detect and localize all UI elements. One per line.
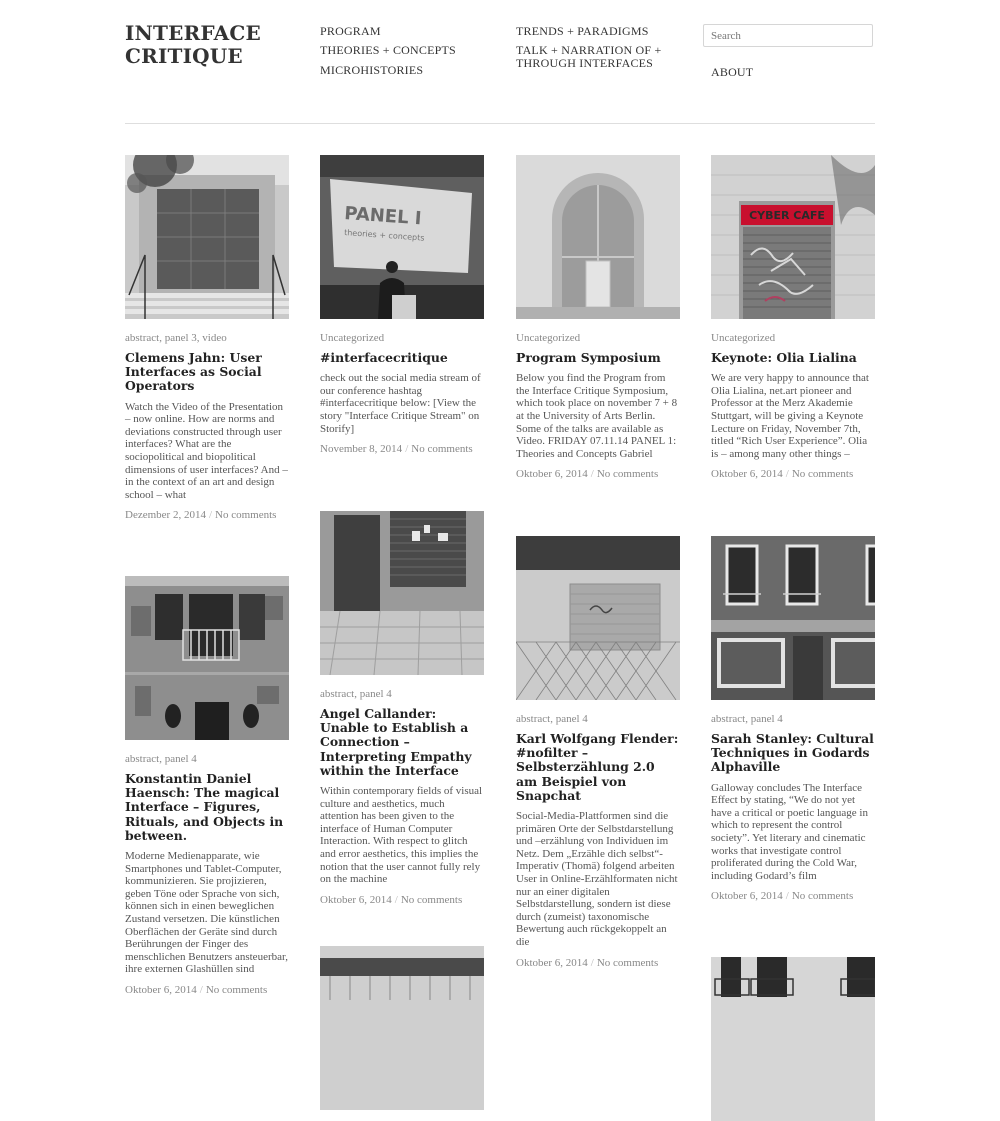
post-excerpt: Moderne Medienapparate, wie Smartphones und Tablet-Computer, kommunizieren. Sie projizieren, geben Töne oder Sprache von sich, können sich in einen beweglichen Zustand versetzen. Die künstlichen Oberflächen der Geräte sind durch Berührungen der Finger des menschlichen Benutzers ansteuerbar, ihre externen Glashüllen sind: [125, 850, 288, 976]
post-comments-link[interactable]: No comments: [400, 893, 463, 906]
post-title[interactable]: Keynote: Olia Lialina: [711, 350, 857, 365]
nav-microhistories[interactable]: MICROHISTORIES: [320, 63, 424, 77]
projection-heading: PANEL I: [343, 203, 423, 230]
post-date[interactable]: Oktober 6, 2014: [711, 468, 783, 481]
post-thumbnail[interactable]: [711, 957, 875, 1121]
post-meta: Oktober 6, 2014 / No comments: [320, 893, 463, 906]
post-card: [125, 576, 289, 997]
post-meta: Oktober 6, 2014 / No comments: [711, 468, 854, 481]
post-title[interactable]: Sarah Stanley: Cultural Techniques in Godards Alphaville: [711, 731, 874, 775]
post-categories[interactable]: Uncategorized: [320, 332, 385, 344]
post-title[interactable]: Angel Callander: Unable to Establish a Connection – Interpreting Empathy within the Interface: [320, 706, 472, 778]
post-meta: Oktober 6, 2014 / No comments: [711, 890, 854, 903]
post-excerpt: Watch the Video of the Presentation – now online. How are norms and deviations constructed through user interfaces? What are the sociopolitical and biopolitical dimensions of user interfaces? And – in the context of an art and design school – what: [125, 400, 288, 501]
post-excerpt: Social-Media-Plattformen sind die primären Orte der Selbstdarstellung und –erzählung von Individuen im Netz. Dem „Erzähle dich selbst“-Imperativ (Thomä) folgend arbeiten User in Online-Erzählformaten nicht nur an einer digitalen Selbstdarstellung, sondern ist diese durch (zumeist) taxonomische Bewertung auch rückgekoppelt an die: [516, 810, 678, 948]
post-thumbnail[interactable]: [516, 536, 680, 700]
post-thumbnail[interactable]: [516, 155, 680, 319]
post-thumbnail[interactable]: [320, 511, 484, 675]
post-categories[interactable]: abstract, panel 4: [516, 713, 588, 725]
post-comments-link[interactable]: No comments: [791, 890, 854, 903]
post-title[interactable]: Karl Wolfgang Flender: #nofilter – Selbsterzählung 2.0 am Beispiel von Snapchat: [516, 731, 679, 803]
post-meta: Oktober 6, 2014 / No comments: [516, 468, 659, 481]
site-logo[interactable]: INTERFACE CRITIQUE: [125, 21, 261, 68]
post-card: [320, 155, 484, 456]
post-categories[interactable]: abstract, panel 4: [320, 688, 392, 700]
nav-talk-narration[interactable]: TALK + NARRATION OF + THROUGH INTERFACES: [516, 43, 662, 70]
nav-about[interactable]: ABOUT: [711, 65, 754, 79]
post-comments-link[interactable]: No comments: [215, 509, 277, 522]
post-thumbnail[interactable]: [125, 576, 289, 740]
post-title[interactable]: #interfacecritique: [320, 350, 448, 365]
projection-subheading: theories + concepts: [343, 228, 425, 243]
post-date[interactable]: Oktober 6, 2014: [516, 956, 588, 969]
post-title[interactable]: Konstantin Daniel Haensch: The magical Interface – Figures, Rituals, and Objects in between.: [125, 771, 284, 843]
post-excerpt: Within contemporary fields of visual culture and aesthetics, much attention has been given to the interface of Human Computer Interaction. With respect to glitch and error aesthetics, this implies the notion that the user cannot fully rely on the machine: [320, 785, 483, 886]
post-card: [125, 155, 289, 522]
post-categories[interactable]: abstract, panel 3, video: [125, 332, 227, 344]
post-card: [516, 536, 680, 970]
post-card: [320, 511, 484, 907]
post-meta: November 8, 2014 / No comments: [320, 443, 473, 456]
post-thumbnail[interactable]: [711, 536, 875, 700]
nav-program[interactable]: PROGRAM: [320, 24, 381, 38]
post-date[interactable]: Dezember 2, 2014: [125, 509, 206, 522]
cyber-cafe-sign: CYBER CAFE: [749, 209, 825, 222]
post-categories[interactable]: Uncategorized: [516, 332, 581, 344]
post-excerpt: Galloway concludes The Interface Effect by stating, “We do not yet have a critical or poetic language in which to represent the control society”. Yet literary and cinematic works that investigate control proliferated during the Cold War, including Godard’s film: [711, 781, 868, 882]
post-date[interactable]: November 8, 2014: [320, 443, 403, 456]
post-meta: Oktober 6, 2014 / No comments: [516, 956, 659, 969]
post-excerpt: Below you find the Program from the Interface Critique Symposium, which took place on november 7 + 8 at the University of Arts Berlin. Some of the talks are available as Video. FRIDAY 07.11.14 PANEL 1: Theories and Concepts Gabriel: [516, 372, 678, 460]
post-date[interactable]: Oktober 6, 2014: [320, 893, 392, 906]
post-comments-link[interactable]: No comments: [596, 956, 659, 969]
header-divider: [125, 123, 875, 124]
post-thumbnail[interactable]: [125, 155, 289, 319]
post-card: [320, 946, 484, 1110]
post-excerpt: We are very happy to announce that Olia Lialina, net.art pioneer and Professor at the Merz Akademie Stuttgart, will be giving a Keynote Lecture on Friday, November 7th, titled “Rich User Experience”. Olia is – among many other things –: [711, 372, 869, 460]
post-comments-link[interactable]: No comments: [411, 443, 473, 456]
post-categories[interactable]: abstract, panel 4: [125, 753, 197, 765]
post-comments-link[interactable]: No comments: [791, 468, 854, 481]
post-card: [711, 957, 875, 1121]
post-card: [711, 155, 875, 481]
post-date[interactable]: Oktober 6, 2014: [516, 468, 588, 481]
post-date[interactable]: Oktober 6, 2014: [125, 983, 197, 996]
post-card: [711, 536, 875, 903]
post-title[interactable]: Program Symposium: [516, 350, 661, 365]
post-date[interactable]: Oktober 6, 2014: [711, 890, 783, 903]
post-categories[interactable]: abstract, panel 4: [711, 713, 783, 725]
search-input[interactable]: [703, 24, 873, 47]
post-thumbnail[interactable]: [711, 155, 875, 319]
post-meta: Dezember 2, 2014 / No comments: [125, 509, 277, 522]
post-thumbnail[interactable]: [320, 946, 484, 1110]
post-title[interactable]: Clemens Jahn: User Interfaces as Social Operators: [125, 350, 262, 394]
post-meta: Oktober 6, 2014 / No comments: [125, 983, 268, 996]
post-comments-link[interactable]: No comments: [205, 983, 268, 996]
post-thumbnail[interactable]: [320, 155, 484, 319]
nav-theories-concepts[interactable]: THEORIES + CONCEPTS: [320, 43, 456, 57]
post-excerpt: check out the social media stream of our conference hashtag #interfacecritique below: [View the story "Interface Critique Stream" on Storify]: [320, 372, 481, 435]
nav-trends-paradigms[interactable]: TRENDS + PARADIGMS: [516, 24, 649, 38]
post-card: [516, 155, 680, 481]
post-comments-link[interactable]: No comments: [596, 468, 659, 481]
post-categories[interactable]: Uncategorized: [711, 332, 776, 344]
